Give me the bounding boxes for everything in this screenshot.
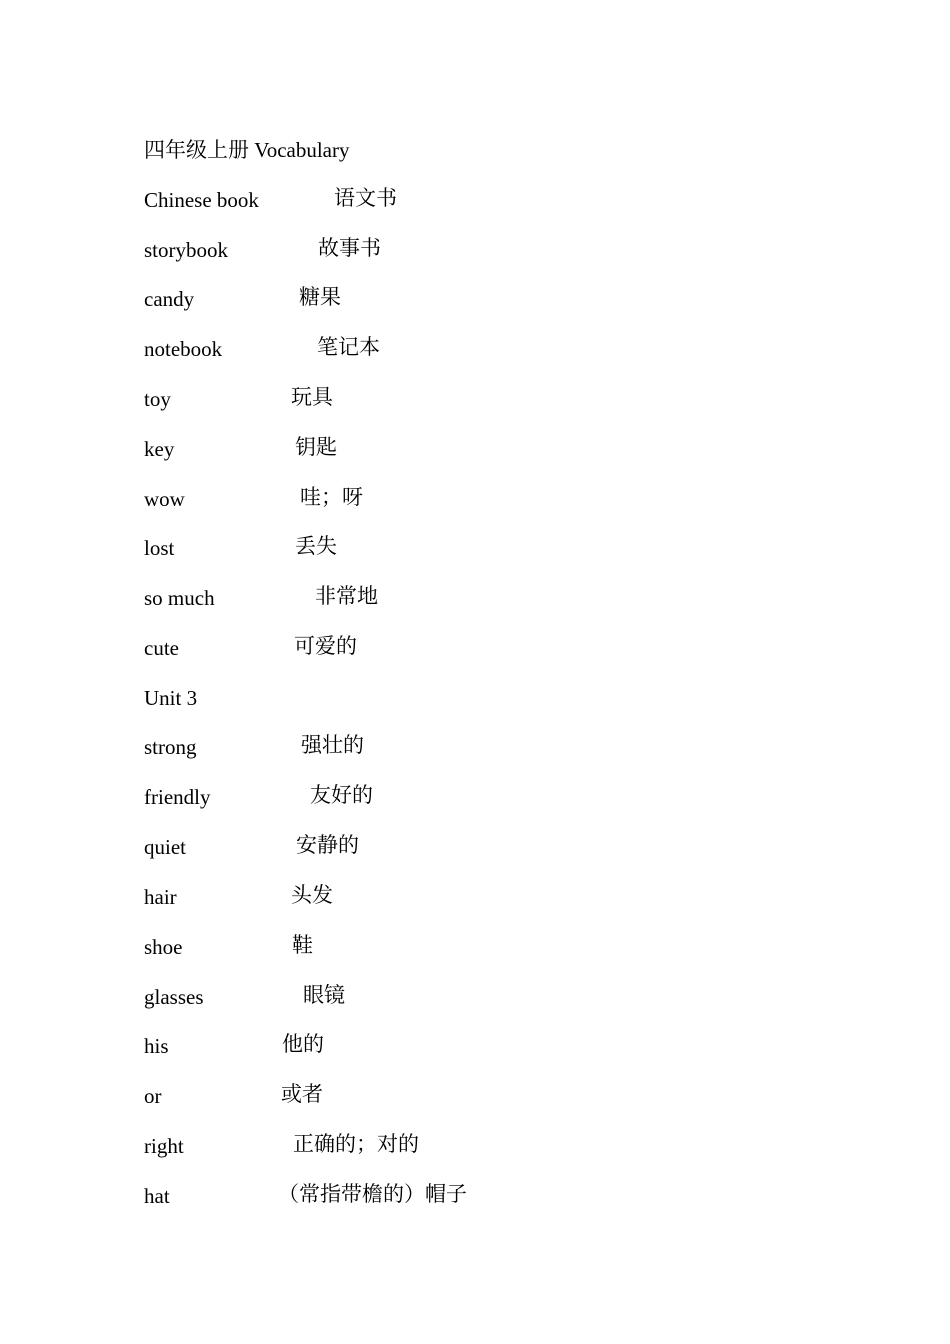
vocab-word: right — [144, 1134, 184, 1158]
vocab-meaning: 眼镜 — [303, 983, 345, 1007]
vocab-meaning: 玩具 — [291, 385, 333, 409]
vocab-meaning: （常指带檐的）帽子 — [278, 1182, 467, 1206]
vocab-word: strong — [144, 735, 197, 759]
vocab-word: so much — [144, 586, 215, 610]
vocab-word: notebook — [144, 337, 223, 361]
vocab-meaning: 语文书 — [334, 186, 397, 210]
vocab-meaning: 非常地 — [315, 584, 378, 608]
vocab-meaning: 友好的 — [310, 783, 373, 807]
vocab-word: toy — [144, 387, 171, 411]
vocab-word: storybook — [144, 238, 228, 262]
vocab-word: hat — [144, 1184, 170, 1208]
vocab-word: quiet — [144, 835, 186, 859]
vocab-word: wow — [144, 487, 185, 511]
vocab-meaning: 故事书 — [318, 236, 381, 260]
vocab-word: cute — [144, 636, 179, 660]
vocab-word: key — [144, 437, 175, 461]
vocab-word: or — [144, 1084, 162, 1108]
vocab-meaning: 鞋 — [292, 933, 313, 957]
unit-label: Unit 3 — [144, 686, 198, 710]
vocab-meaning: 钥匙 — [295, 435, 337, 459]
vocab-meaning: 安静的 — [296, 833, 359, 857]
vocab-meaning: 可爱的 — [294, 634, 357, 658]
vocab-word: hair — [144, 885, 177, 909]
vocab-meaning: 哇；呀 — [300, 485, 363, 509]
vocab-word: friendly — [144, 785, 211, 809]
vocab-word: candy — [144, 287, 195, 311]
vocab-word: lost — [144, 536, 175, 560]
vocab-meaning: 糖果 — [299, 285, 341, 309]
vocab-meaning: 笔记本 — [317, 335, 380, 359]
vocab-meaning: 头发 — [291, 883, 333, 907]
vocab-meaning: 丢失 — [295, 534, 337, 558]
vocab-meaning: 正确的；对的 — [293, 1132, 419, 1156]
vocab-meaning: 或者 — [281, 1082, 323, 1106]
vocab-word: glasses — [144, 985, 204, 1009]
document-title: 四年级上册 Vocabulary — [144, 138, 350, 162]
vocab-meaning: 强壮的 — [301, 733, 364, 757]
vocab-word: Chinese book — [144, 188, 259, 212]
vocab-word: shoe — [144, 935, 183, 959]
vocab-word: his — [144, 1034, 169, 1058]
vocab-meaning: 他的 — [282, 1032, 324, 1056]
